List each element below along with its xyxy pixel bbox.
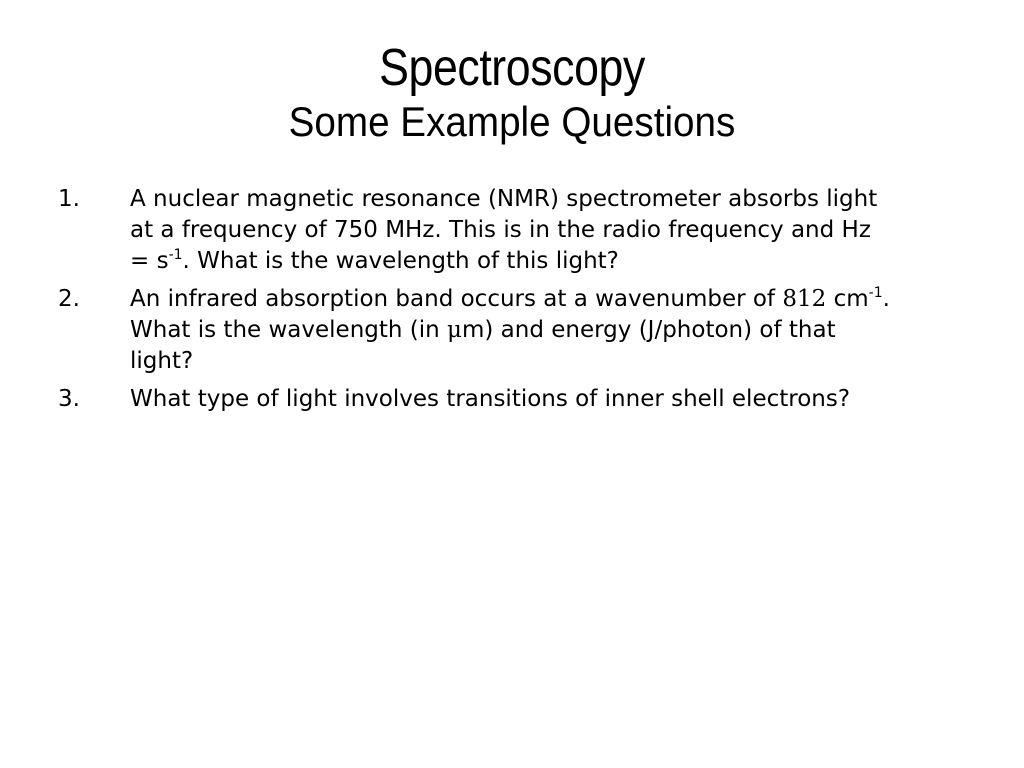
slide-subtitle: Some Example Questions [288, 98, 736, 145]
question-text [130, 184, 988, 277]
question-text [130, 284, 988, 377]
question-number: 2. [58, 286, 80, 312]
question-line: light? [130, 348, 194, 374]
question-list [58, 184, 988, 422]
question-item [58, 184, 988, 277]
question-text-segment: m) and energy (J/photon) of that [461, 317, 836, 343]
question-text-segment: . What is the wavelength of this light? [182, 248, 619, 274]
superscript: -1 [168, 247, 183, 263]
slide-title: Spectroscopy [379, 39, 645, 97]
mu-symbol: μ [447, 317, 462, 343]
wavenumber-value: 812 [782, 286, 827, 312]
question-text-segment: What is the wavelength (in [130, 317, 448, 343]
question-text-segment: = s [130, 248, 169, 274]
question-item [58, 384, 988, 415]
question-number: 3. [58, 386, 80, 412]
slide-title-block [0, 38, 1024, 146]
question-line: at a frequency of 750 MHz. This is in the radio frequency and Hz [130, 217, 871, 243]
question-number: 1. [58, 186, 80, 212]
question-text-segment: An infrared absorption band occurs at a wavenumber of [130, 286, 783, 312]
superscript: -1 [868, 285, 883, 301]
question-text: What type of light involves transitions of inner shell electrons? [130, 386, 851, 412]
question-text-segment: . [882, 286, 890, 312]
question-item [58, 284, 988, 377]
question-line [130, 315, 988, 346]
question-line: A nuclear magnetic resonance (NMR) spectrometer absorbs light [130, 186, 878, 212]
question-line [130, 246, 988, 277]
question-text-segment: cm [826, 286, 869, 312]
question-line [130, 284, 988, 315]
